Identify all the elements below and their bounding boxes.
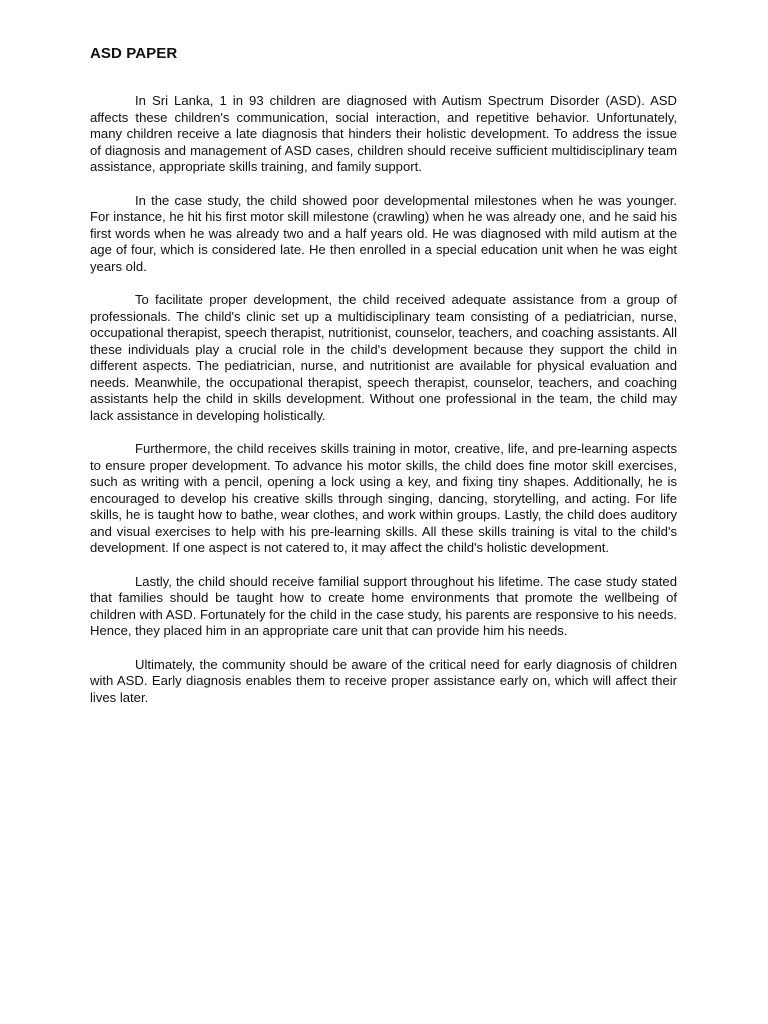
paragraph-skills-training: Furthermore, the child receives skills training in motor, creative, life, and pre-learning aspects to ensure proper development. To advance his motor skills, the child does fine motor skill exercises, such as writing with a pencil, opening a lock using a key, and fixing tiny shapes. Additionally, he is encouraged to develop his creative skills through singing, dancing, storytelling, and acting. For life skills, he is taught how to bathe, wear clothes, and work within groups. Lastly, the child does auditory and visual exercises to help with his pre-learning skills. All these skills training is vital to the child's development. If one aspect is not catered to, it may affect the child's holistic development. xyxy=(90,441,677,555)
paragraph-family-support: Lastly, the child should receive familial support throughout his lifetime. The case study stated that families should be taught how to create home environments that promote the wellbeing of children with ASD. Fortunately for the child in the case study, his parents are responsive to his needs. Hence, they placed him in an appropriate care unit that can provide him his needs. xyxy=(90,573,677,638)
paragraph-intro: In Sri Lanka, 1 in 93 children are diagnosed with Autism Spectrum Disorder (ASD). ASD affects these children's communication, social interaction, and repetitive behavior. Unfortunately, many children receive a late diagnosis that hinders their holistic development. To address the issue of diagnosis and management of ASD cases, children should receive sufficient multidisciplinary team assistance, appropriate skills training, and family support. xyxy=(90,93,677,174)
paragraph-multidisciplinary-team: To facilitate proper development, the child received adequate assistance from a group of professionals. The child's clinic set up a multidisciplinary team consisting of a pediatrician, nurse, occupational therapist, speech therapist, nutritionist, counselor, teachers, and coaching assistants. All these individuals play a crucial role in the child's development because they support the child in different aspects. The pediatrician, nurse, and nutritionist are available for physical evaluation and needs. Meanwhile, the occupational therapist, speech therapist, counselor, teachers, and coaching assistants help the child in skills development. Without one professional in the team, the child may lack assistance in developing holistically. xyxy=(90,292,677,423)
paragraph-case-study: In the case study, the child showed poor developmental milestones when he was younger. For instance, he hit his first motor skill milestone (crawling) when he was already one, and he said his first words when he was already two and a half years old. He was diagnosed with mild autism at the age of four, which is considered late. He then enrolled in a special education unit when he was eight years old. xyxy=(90,192,677,274)
document-body xyxy=(90,93,677,723)
paragraph-conclusion: Ultimately, the community should be aware of the critical need for early diagnosis of children with ASD. Early diagnosis enables them to receive proper assistance early on, which will affect their lives later. xyxy=(90,656,677,705)
document-title: ASD PAPER xyxy=(90,45,178,62)
